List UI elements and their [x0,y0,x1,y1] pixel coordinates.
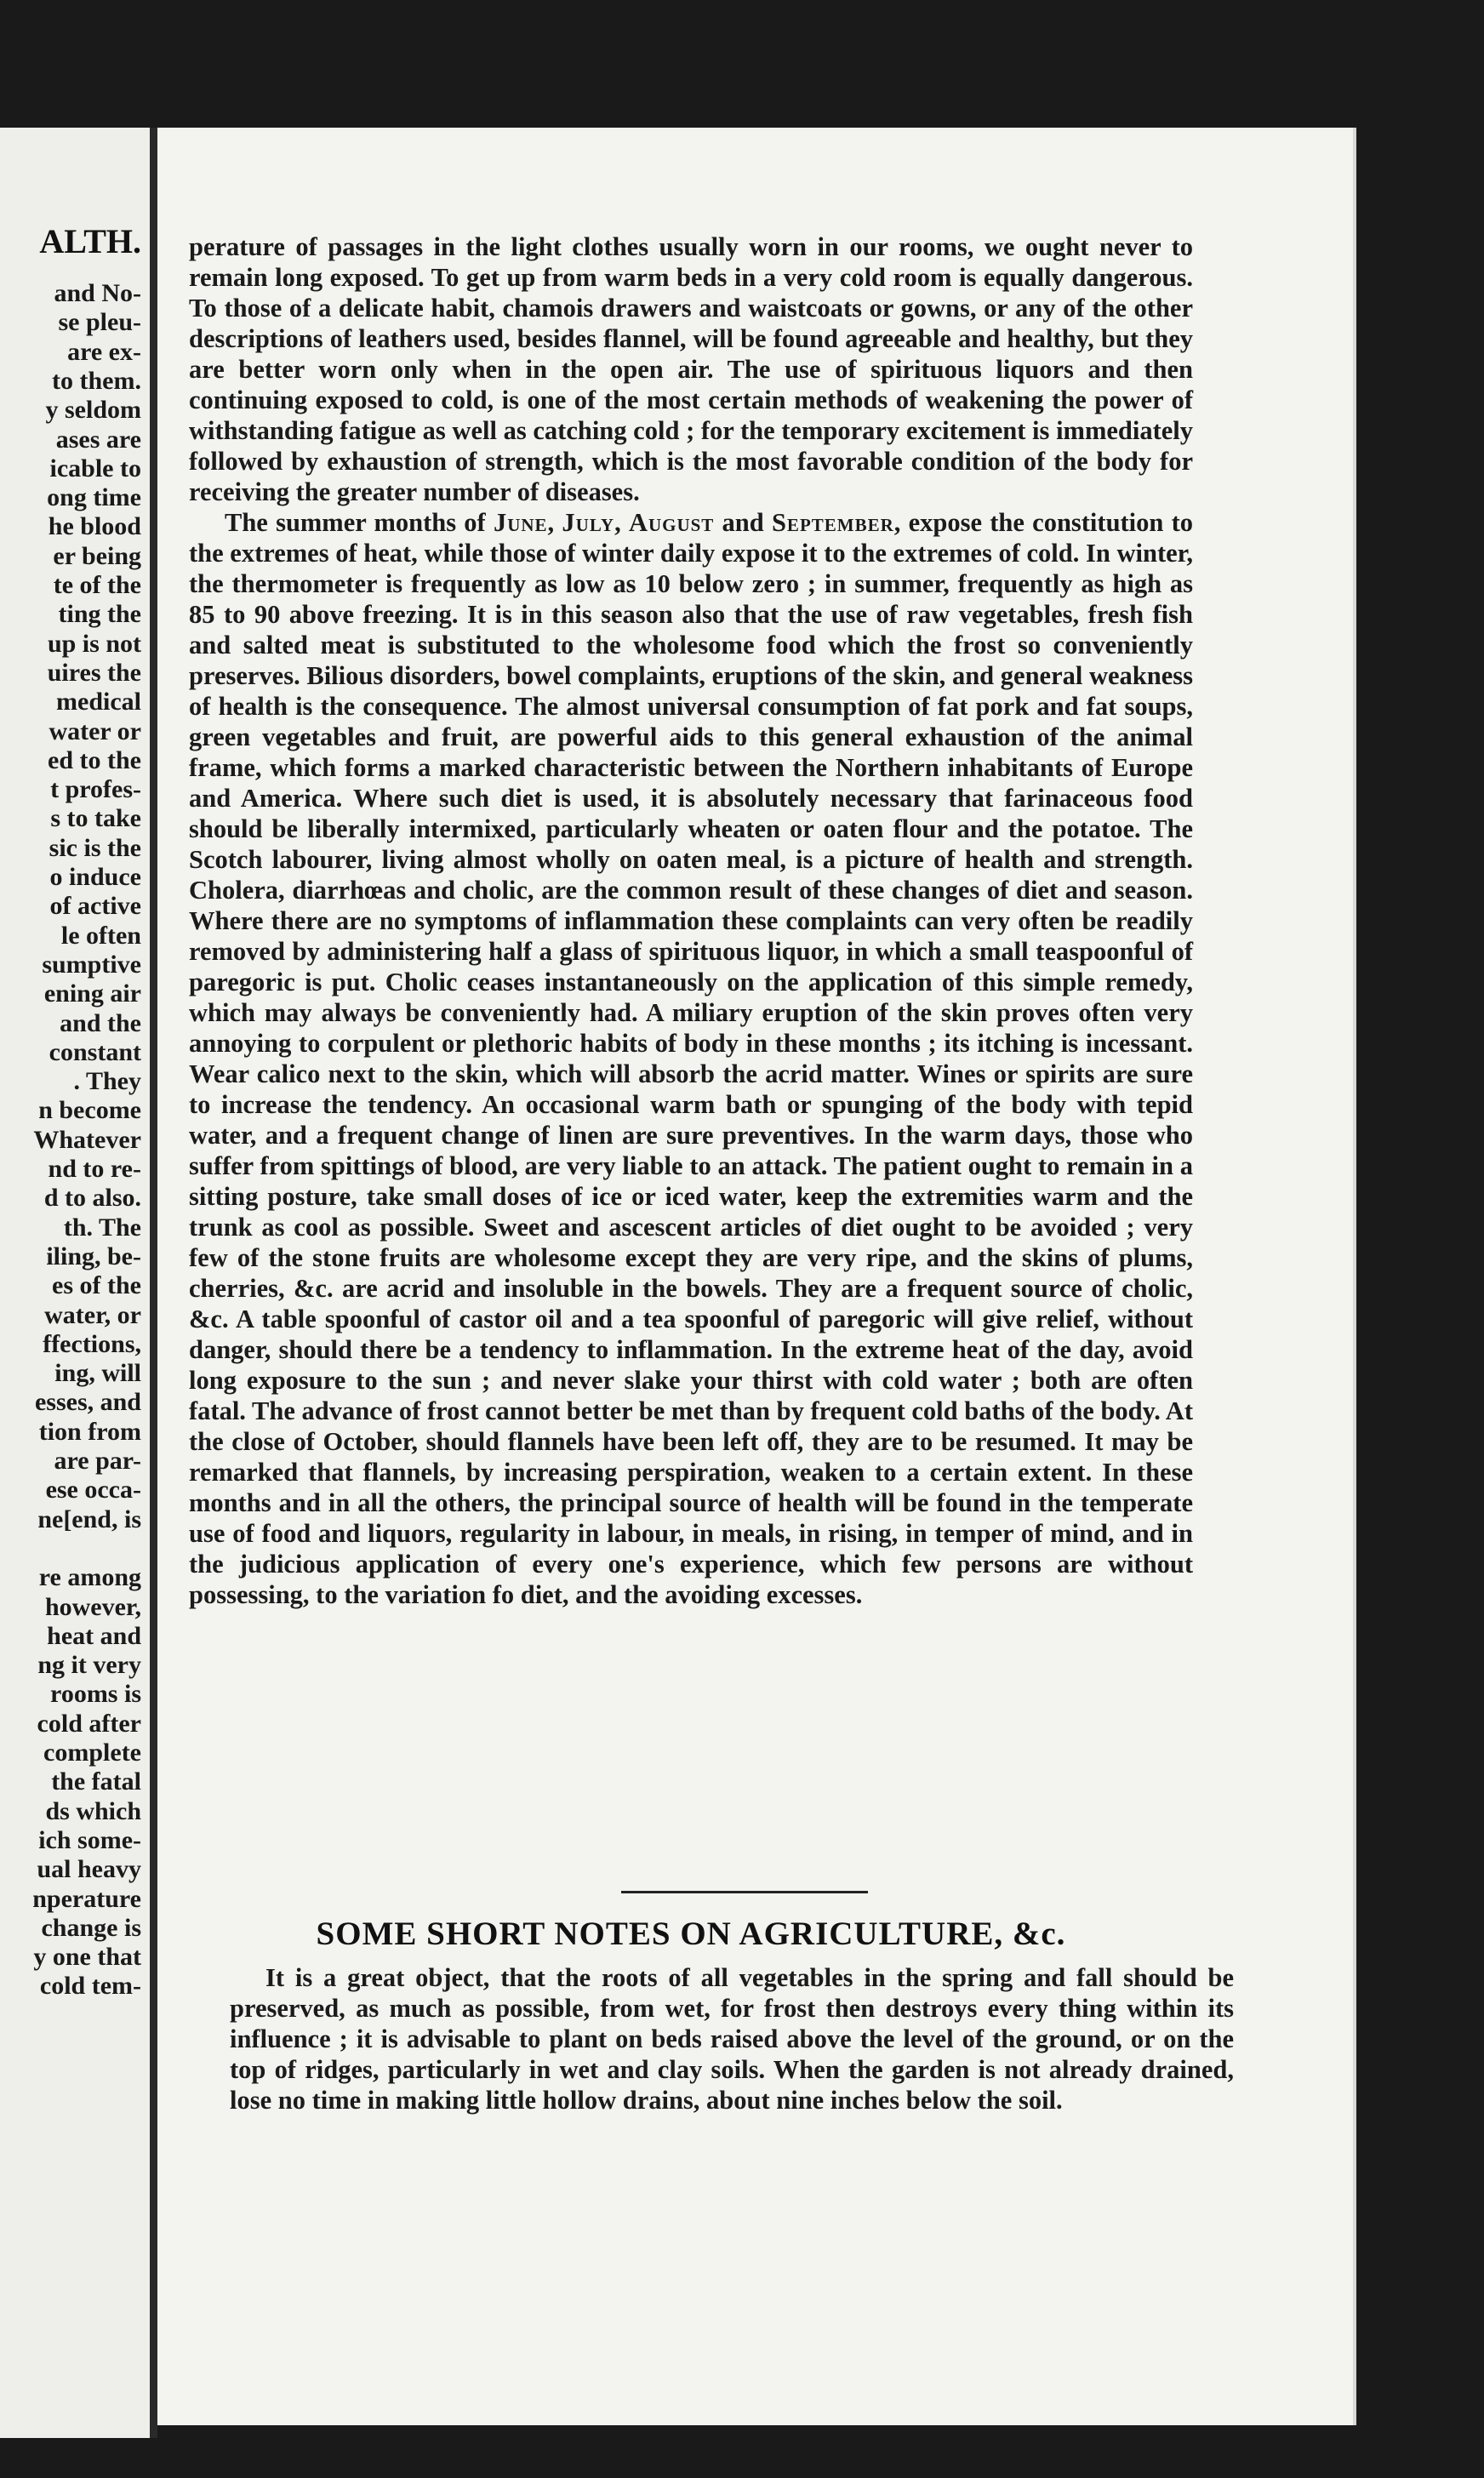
previous-page-line-fragment: cold after [37,1709,141,1738]
previous-page-line-fragment: ds which [45,1796,141,1825]
previous-page-line-fragment: te of the [53,571,141,599]
previous-page-line-fragment: re among [38,1563,141,1592]
month-june: June [493,508,548,537]
previous-page-fragment [0,128,150,2438]
previous-page-line-fragment: er being [53,541,141,570]
previous-page-line-fragment: medical [56,688,141,717]
previous-page-line-fragment: iling, be- [46,1242,141,1270]
paragraph-2-lead: The summer months of [225,508,494,537]
previous-page-line-fragment: are par- [54,1447,141,1475]
previous-page-line-fragment: le often [60,921,141,950]
previous-page-title-fragment: ALTH. [39,222,141,260]
previous-page-line-fragment: constant [49,1037,141,1066]
previous-page-line-fragment: ting the [58,600,141,629]
previous-page-line-fragment: water or [49,717,141,745]
previous-page-line-fragment: es of the [52,1271,141,1300]
previous-page-line-fragment: y one that [33,1943,141,1972]
previous-page-line-fragment: complete [43,1739,141,1767]
previous-page-line-fragment: nperature [32,1884,141,1913]
months-separator-1: , [547,508,562,537]
article-body [189,231,1193,1610]
section-divider-rule [621,1891,868,1893]
previous-page-line-fragment: se pleu- [58,308,141,337]
previous-page-line-fragment: sic is the [49,833,141,862]
section-body [230,1962,1234,2115]
paragraph-2-rest: , expose the constitution to the extremes of heat, while those of winter daily expose it to the extremes of cold. In winter, the thermometer is frequently as low as 10 below zero ; in summer, frequently as high as 85 to 90 above freezing. It is in this season also that the use of raw vegetables, fresh fish and salted meat is substituted to the wholesome food which the frost so conveniently preserves. Bilious disorders, bowel complaints, eruptions of the skin, and general weakness of health is the consequence. The almost universal consumption of fat pork and fat soups, green vegetables and fruit, are powerful aids to this general exhaustion of the animal frame, which forms a marked characteristic between the Northern inhabitants of Europe and America. Where such diet is used, it is absolutely necessary that farinaceous food should be liberally intermixed, particularly wheaten or oaten flour and the potatoe. The Scotch labourer, living almost wholly on oaten meal, is a picture of health and strength. Cholera, diarrhœas and cholic, are the common result of these changes of diet and season. Where there are no symptoms of inflammation these complaints can very often be readily removed by administering half a glass of spirituous liquor, in which a small teaspoonful of paregoric is put. Cholic ceases instantaneously on the application of this simple remedy, which may always be conveniently had. A miliary eruption of the skin proves often very annoying to corpulent or plethoric habits of body in these months ; its itching is incessant. Wear calico next to the skin, which will absorb the acrid matter. Wines or spirits are sure to increase the tendency. An occasional warm bath or spunging of the body with tepid water, and a frequent change of linen are sure preventives. In the warm days, those who suffer from spittings of blood, are very liable to an attack. The patient ought to remain in a sitting posture, take small doses of ice or iced water, keep the extremities warm and the trunk as cool as possible. Sweet and ascescent articles of diet ought to be avoided ; very few of the stone fruits are wholesome except they are very ripe, and the skins of plums, cherries, &c. are acrid and insoluble in the bowels. They are a frequent source of cholic, &c. A table spoonful of castor oil and a tea spoonful of paregoric will give relief, without danger, should there be a tendency to inflammation. In the extreme heat of the day, avoid long exposure to the sun ; and never slake your thirst with cold water ; both are often fatal. The advance of frost cannot better be met than by frequent cold baths of the body. At the close of October, should flannels have been left off, they are to be resumed. It may be remarked that flannels, by increasing perspiration, weaken to a certain extent. In these months and in all the others, the principal source of health will be found in the temperate use of food and liquors, regularity in labour, in meals, in rising, in temper of mind, and in the judicious application of every one's experience, which few persons are without possessing, to the variation fo diet, and the avoiding excesses. [189,508,1194,1609]
previous-page-line-fragment: icable to [49,454,141,482]
previous-page-line-fragment: ng it very [37,1651,141,1680]
previous-page-line-fragment: ffections, [43,1329,141,1358]
previous-page-line-fragment: change is [41,1913,141,1942]
previous-page-line-fragment: nd to re- [48,1155,141,1183]
paragraph-1: perature of passages in the light clothes usually worn in our rooms, we ought never to remain long exposed. To get up from warm beds in a very cold room is equally dangerous. To those of a delicate habit, chamois drawers and waistcoats or gowns, or any of the other descriptions of leathers used, besides flannel, will be found agreeable and healthy, but they are better worn only when in the open air. The use of spirituous liquors and then continuing exposed to cold, is one of the most certain methods of weakening the power of withstanding fatigue as well as catching cold ; for the temporary excitement is immediately followed by exhaustion of strength, which is the most favorable condition of the body for receiving the greater number of diseases. [189,232,1193,506]
previous-page-line-fragment: water, or [44,1300,141,1329]
month-august: August [628,508,715,537]
previous-page-line-fragment: rooms is [50,1680,141,1709]
previous-page-line-fragment: s to take [50,804,141,833]
previous-page-line-fragment: y seldom [45,396,141,425]
section-heading: SOME SHORT NOTES ON AGRICULTURE, &c. [316,1916,1066,1952]
previous-page-line-fragment: heat and [47,1621,141,1650]
previous-page-line-fragment: of active [49,892,141,921]
previous-page-line-fragment: and No- [54,279,141,307]
previous-page-line-fragment: ong time [47,483,141,512]
page-gutter [150,128,157,2438]
previous-page-line-fragment: sumptive [42,950,141,979]
previous-page-line-fragment: the fatal [51,1767,141,1796]
previous-page-line-fragment: th. The [63,1213,141,1242]
previous-page-line-fragment: ases are [55,425,141,454]
previous-page-line-fragment: however, [44,1592,141,1621]
previous-page-line-fragment: o induce [49,863,141,891]
previous-page-line-fragment: ing, will [54,1359,141,1388]
previous-page-line-fragment: he blood [48,512,141,541]
previous-page-line-fragment: and the [60,1008,141,1037]
previous-page-line-fragment: esses, and [34,1388,141,1417]
previous-page-line-fragment: t profes- [50,775,141,804]
month-september: September [771,508,894,537]
previous-page-line-fragment: ich some- [38,1825,141,1854]
previous-page-line-fragment: up is not [47,629,141,658]
months-separator-3: and [714,508,772,537]
months-separator-2: , [614,508,629,537]
previous-page-line-fragment: . They [73,1067,141,1096]
previous-page-line-fragment: d to also. [43,1184,141,1213]
month-july: July [562,508,615,537]
previous-page-line-fragment: ening air [43,979,141,1008]
previous-page-line-fragment: to them. [52,366,141,395]
previous-page-line-fragment: ese occa- [45,1476,141,1504]
section-paragraph: It is a great object, that the roots of all vegetables in the spring and fall should be preserved, as much as possible, from wet, for frost then destroys every thing within its influence ; it is advisable to plant on beds raised above the level of the ground, or on the top of ridges, particularly in wet and clay soils. When the garden is not already drained, lose no time in making little hollow drains, about nine inches below the soil. [230,1963,1234,2115]
previous-page-line-fragment: ne[end, is [37,1504,141,1533]
previous-page-line-fragment: ed to the [48,745,141,774]
previous-page-line-fragment: tion from [38,1417,141,1446]
previous-page-line-fragment: n become [38,1096,141,1125]
previous-page-line-fragment: uires the [47,658,141,687]
previous-page-line-fragment: are ex- [67,337,141,366]
previous-page-line-fragment: cold tem- [39,1972,141,2001]
previous-page-line-fragment: ual heavy [37,1855,141,1884]
previous-page-line-fragment: Whatever [33,1125,141,1154]
paragraph-2 [189,507,1193,1610]
